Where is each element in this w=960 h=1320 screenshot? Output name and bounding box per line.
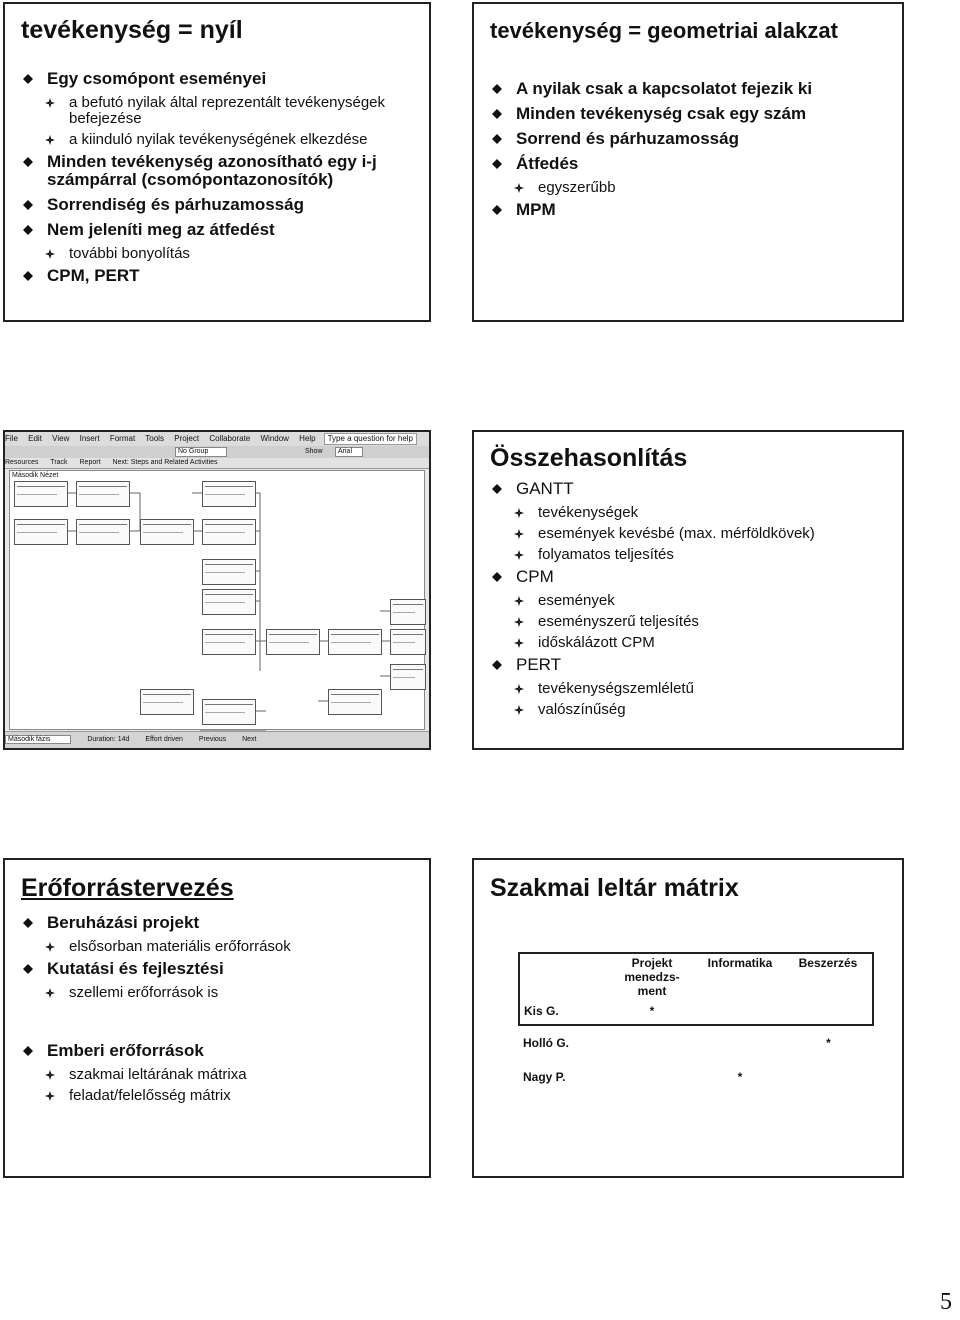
diagram-node[interactable] xyxy=(390,599,426,625)
menu-item[interactable]: Insert xyxy=(79,434,100,443)
bullet-item xyxy=(21,196,421,214)
bullet-text: a kiinduló nyilak tevékenységének elkezdése xyxy=(69,131,368,148)
clover-bullet-icon xyxy=(514,638,524,648)
table-row xyxy=(519,1025,873,1064)
table-cell xyxy=(696,1002,784,1025)
slide-skills-matrix xyxy=(472,858,904,1178)
bullet-item xyxy=(490,130,894,148)
clover-bullet-icon xyxy=(514,550,524,560)
sub-bullet-item xyxy=(490,614,894,630)
bullet-text: eseményszerű teljesítés xyxy=(538,613,699,630)
bullet-text: Egy csomópont eseményei xyxy=(47,69,267,88)
table-row xyxy=(519,1064,873,1094)
diagram-node[interactable] xyxy=(202,481,256,507)
clover-bullet-icon xyxy=(514,508,524,518)
bullet-item xyxy=(21,153,421,189)
slide-title: Szakmai leltár mátrix xyxy=(490,874,739,902)
bullet-item xyxy=(490,656,894,674)
table-cell xyxy=(784,1002,873,1025)
sub-bullet-item xyxy=(21,246,421,262)
task-tab[interactable]: Track xyxy=(50,459,68,466)
group-select[interactable]: No Group xyxy=(175,447,227,457)
diagram-node[interactable] xyxy=(266,629,320,655)
task-guide-bar xyxy=(5,458,429,469)
clover-bullet-icon xyxy=(45,135,55,145)
bullet-text: Nem jeleníti meg az átfedést xyxy=(47,220,275,239)
diagram-node[interactable] xyxy=(14,519,68,545)
diagram-node[interactable] xyxy=(328,629,382,655)
bullet-text: Átfedés xyxy=(516,154,579,173)
table-row xyxy=(519,1002,873,1025)
slide-title: Összehasonlítás xyxy=(490,444,688,472)
bullet-text: események xyxy=(538,592,615,609)
sub-bullet-item xyxy=(490,526,894,542)
show-button[interactable]: Show xyxy=(305,448,323,455)
status-bar xyxy=(5,731,429,748)
table-header xyxy=(519,953,608,1002)
network-diagram[interactable] xyxy=(9,470,425,730)
bullet-text: események kevésbé (max. mérföldkövek) xyxy=(538,525,815,542)
table-header: Informatika xyxy=(696,953,784,1002)
bullet-list xyxy=(21,1042,421,1109)
table-cell xyxy=(608,1025,696,1064)
diagram-node[interactable] xyxy=(202,519,256,545)
diamond-bullet-icon xyxy=(23,964,33,974)
bullet-text: Minden tevékenység azonosítható egy i-j számpárral (csomópontazonosítók) xyxy=(47,152,377,189)
bullet-text: időskálázott CPM xyxy=(538,634,655,651)
sub-bullet-item xyxy=(490,702,894,718)
bullet-item xyxy=(490,568,894,586)
bullet-text: Kutatási és fejlesztési xyxy=(47,959,224,978)
diamond-bullet-icon xyxy=(492,134,502,144)
table-cell xyxy=(608,1064,696,1094)
diagram-node[interactable] xyxy=(140,689,194,715)
table-cell xyxy=(784,1064,873,1094)
sub-bullet-item xyxy=(490,180,894,196)
table-cell: * xyxy=(608,1002,696,1025)
bullet-text: folyamatos teljesítés xyxy=(538,546,674,563)
diagram-node[interactable] xyxy=(76,481,130,507)
table-header: Projekt menedzs-ment xyxy=(608,953,696,1002)
task-tab[interactable]: Next: Steps and Related Activities xyxy=(112,459,218,466)
sub-bullet-item xyxy=(21,985,421,1001)
menu-item[interactable]: Format xyxy=(109,434,136,443)
bullet-text: feladat/felelősség mátrix xyxy=(69,1087,231,1104)
bullet-text: tevékenységszemléletű xyxy=(538,680,694,697)
menu-item[interactable]: Collaborate xyxy=(209,434,251,443)
table-cell: * xyxy=(737,1070,743,1084)
clover-bullet-icon xyxy=(45,1070,55,1080)
diagram-node[interactable] xyxy=(202,559,256,585)
bullet-item xyxy=(21,221,421,239)
bullet-text: Emberi erőforrások xyxy=(47,1041,204,1060)
table-cell: Nagy P. xyxy=(523,1070,566,1084)
table-cell: Holló G. xyxy=(523,1036,569,1050)
diamond-bullet-icon xyxy=(492,159,502,169)
bullet-text: Sorrend és párhuzamosság xyxy=(516,129,739,148)
slide-activity-on-node xyxy=(472,2,904,322)
bullet-text: Minden tevékenység csak egy szám xyxy=(516,104,807,123)
clover-bullet-icon xyxy=(514,684,524,694)
diagram-node[interactable] xyxy=(390,629,426,655)
help-search-box[interactable]: Type a question for help xyxy=(324,433,417,445)
bullet-item xyxy=(490,155,894,173)
view-label: Második Nézet xyxy=(12,472,59,479)
diamond-bullet-icon xyxy=(23,157,33,167)
bullet-text: A nyilak csak a kapcsolatot fejezik ki xyxy=(516,79,813,98)
diagram-node[interactable] xyxy=(328,689,382,715)
table-cell: Kis G. xyxy=(519,1002,608,1025)
bullet-text: elsősorban materiális erőforrások xyxy=(69,938,291,955)
diamond-bullet-icon xyxy=(492,205,502,215)
diamond-bullet-icon xyxy=(492,660,502,670)
slide-title: tevékenység = nyíl xyxy=(21,16,243,44)
bullet-text: szakmai leltárának mátrixa xyxy=(69,1066,247,1083)
bullet-text: PERT xyxy=(516,655,562,674)
diamond-bullet-icon xyxy=(23,200,33,210)
diamond-bullet-icon xyxy=(492,109,502,119)
table-cell: * xyxy=(826,1036,831,1050)
font-select[interactable]: Arial xyxy=(335,447,363,457)
diamond-bullet-icon xyxy=(492,484,502,494)
bullet-text: Sorrendiség és párhuzamosság xyxy=(47,195,304,214)
diagram-node[interactable] xyxy=(202,699,256,725)
bullet-item xyxy=(21,267,421,285)
bullet-item xyxy=(490,80,894,98)
table-header: Beszerzés xyxy=(784,953,873,1002)
bullet-text: tevékenységek xyxy=(538,504,639,521)
diamond-bullet-icon xyxy=(23,225,33,235)
diamond-bullet-icon xyxy=(23,918,33,928)
bullet-text: szellemi erőforrások is xyxy=(69,984,219,1001)
bullet-text: a befutó nyilak által reprezentált tevékenységek befejezése xyxy=(69,94,386,127)
task-tab[interactable]: Resources xyxy=(5,459,39,466)
sub-bullet-item xyxy=(490,635,894,651)
diamond-bullet-icon xyxy=(23,1046,33,1056)
bullet-text: Beruházási projekt xyxy=(47,913,200,932)
diagram-node[interactable] xyxy=(140,519,194,545)
clover-bullet-icon xyxy=(514,617,524,627)
bullet-item xyxy=(21,70,421,88)
bullet-list xyxy=(21,70,421,292)
clover-bullet-icon xyxy=(514,183,524,193)
menu-item[interactable]: View xyxy=(52,434,70,443)
next-button[interactable]: Next xyxy=(242,736,257,743)
duration-field[interactable]: Duration: 14d xyxy=(87,736,130,743)
menu-item[interactable]: Project xyxy=(174,434,200,443)
slide-project-screenshot xyxy=(3,430,431,750)
bullet-text: további bonyolítás xyxy=(69,245,190,262)
previous-button[interactable]: Previous xyxy=(198,736,227,743)
sub-bullet-item xyxy=(490,547,894,563)
bullet-list xyxy=(21,914,421,1006)
clover-bullet-icon xyxy=(45,249,55,259)
menu-item[interactable]: Help xyxy=(299,434,316,443)
bullet-item xyxy=(21,960,421,978)
sub-bullet-item xyxy=(490,505,894,521)
clover-bullet-icon xyxy=(514,705,524,715)
slide-title: tevékenység = geometriai alakzat xyxy=(490,18,838,43)
effort-driven-checkbox[interactable]: Effort driven xyxy=(145,736,183,743)
diamond-bullet-icon xyxy=(492,572,502,582)
menu-bar xyxy=(5,432,429,447)
bullet-item xyxy=(490,201,894,219)
slide-activity-on-arrow xyxy=(3,2,431,322)
bullet-list xyxy=(490,80,894,226)
sub-bullet-item xyxy=(21,939,421,955)
bullet-text: egyszerűbb xyxy=(538,179,616,196)
diagram-node[interactable] xyxy=(390,664,426,690)
menu-item[interactable]: File xyxy=(5,434,18,443)
sub-bullet-item xyxy=(21,1067,421,1083)
slide-title: Erőforrástervezés xyxy=(21,874,234,902)
menu-item[interactable]: Edit xyxy=(28,434,42,443)
bullet-text: CPM, PERT xyxy=(47,266,140,285)
slide-resource-planning xyxy=(3,858,431,1178)
table-cell xyxy=(696,1025,784,1064)
sub-bullet-item xyxy=(21,132,421,148)
slide-comparison xyxy=(472,430,904,750)
menu-item[interactable]: Window xyxy=(260,434,289,443)
clover-bullet-icon xyxy=(45,98,55,108)
bullet-text: GANTT xyxy=(516,479,574,498)
sub-bullet-item xyxy=(490,593,894,609)
clover-bullet-icon xyxy=(45,942,55,952)
diagram-node[interactable] xyxy=(202,589,256,615)
bullet-item xyxy=(21,1042,421,1060)
bullet-text: CPM xyxy=(516,567,554,586)
clover-bullet-icon xyxy=(45,1091,55,1101)
sub-bullet-item xyxy=(21,95,421,127)
diamond-bullet-icon xyxy=(23,74,33,84)
task-name-field[interactable]: Második fázis xyxy=(5,735,71,744)
diagram-node[interactable] xyxy=(202,629,256,655)
bullet-list xyxy=(490,480,894,723)
menu-item[interactable]: Tools xyxy=(145,434,164,443)
clover-bullet-icon xyxy=(514,529,524,539)
bullet-item xyxy=(490,480,894,498)
diamond-bullet-icon xyxy=(23,271,33,281)
bullet-text: MPM xyxy=(516,200,556,219)
sub-bullet-item xyxy=(21,1088,421,1104)
diagram-node[interactable] xyxy=(76,519,130,545)
clover-bullet-icon xyxy=(45,988,55,998)
clover-bullet-icon xyxy=(514,596,524,606)
diamond-bullet-icon xyxy=(492,84,502,94)
skills-matrix-table xyxy=(518,952,874,1094)
sub-bullet-item xyxy=(490,681,894,697)
task-tab[interactable]: Report xyxy=(79,459,101,466)
bullet-item xyxy=(490,105,894,123)
page-number: 5 xyxy=(940,1289,952,1315)
bullet-item xyxy=(21,914,421,932)
diagram-node[interactable] xyxy=(14,481,68,507)
bullet-text: valószínűség xyxy=(538,701,626,718)
